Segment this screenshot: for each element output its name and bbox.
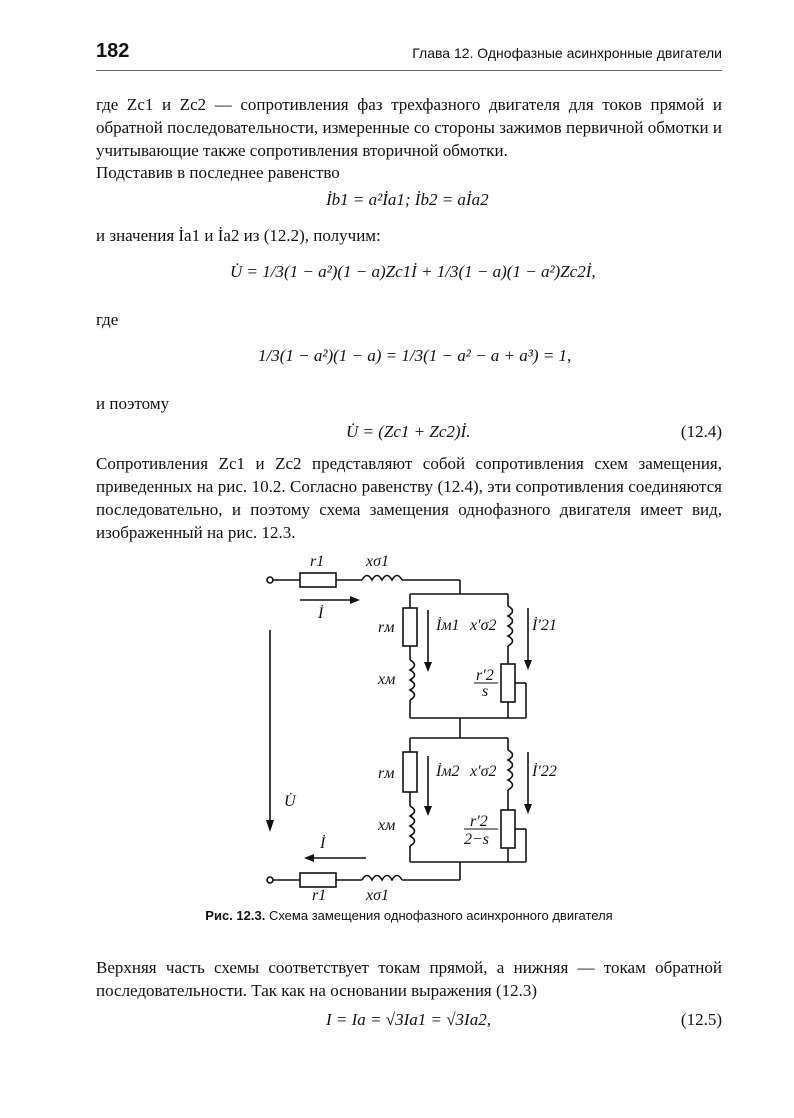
xs1-top-inductor bbox=[362, 576, 402, 581]
label-i22: İ′22 bbox=[532, 763, 557, 780]
top-terminal bbox=[267, 577, 273, 583]
label-i-bottom: İ bbox=[320, 835, 326, 852]
r2-2s-lower-resistor bbox=[501, 810, 515, 848]
equation-4-number: (12.4) bbox=[680, 422, 722, 441]
paragraph-6: Сопротивления Zc1 и Zc2 представляют собой сопротивления схем замещения, приведенных на рис. 10.2. Согласно равенству (12.4), эти сопротивления соединяются последовательно, и поэтому схема замещения однофазного двигателя имеет вид, изображенный на рис. 12.3. bbox=[96, 454, 722, 542]
page-number: 182 bbox=[96, 40, 130, 62]
r2s-upper-resistor bbox=[501, 664, 515, 702]
label-r2-2s-den: 2−s bbox=[464, 831, 490, 848]
bottom-terminal bbox=[267, 877, 273, 883]
label-rm-lower: rм bbox=[378, 765, 395, 782]
paragraph-5: и поэтому bbox=[96, 394, 170, 413]
label-xm-lower: xм bbox=[378, 817, 396, 834]
r1-bottom-resistor bbox=[300, 873, 336, 887]
label-rm-upper: rм bbox=[378, 619, 395, 636]
caption-text: Схема замещения однофазного асинхронного двигателя bbox=[268, 908, 613, 923]
label-i21: İ′21 bbox=[532, 617, 557, 634]
paragraph-3: и значения İa1 и İa2 из (12.2), получим: bbox=[96, 226, 381, 245]
xs2-lower-inductor bbox=[508, 750, 513, 790]
label-xs2-lower: x′σ2 bbox=[470, 763, 497, 780]
label-xs1-bottom: xσ1 bbox=[366, 887, 389, 904]
paragraph-7: Верхняя часть схемы соответствует токам прямой, а нижняя — токам обратной последовательности. Так как на основании выражения (12.3) bbox=[96, 958, 722, 1000]
rm-upper-resistor bbox=[403, 608, 417, 646]
label-r2-2s: r′2 bbox=[470, 813, 488, 830]
label-i-top: İ bbox=[318, 605, 324, 622]
label-r1-top: r1 bbox=[310, 553, 325, 570]
label-voltage: U̇ bbox=[284, 793, 296, 810]
paragraph-2: Подставив в последнее равенство bbox=[96, 163, 340, 182]
label-r1-bottom: r1 bbox=[312, 887, 327, 904]
chapter-title: Глава 12. Однофазные асинхронные двигатели bbox=[412, 45, 722, 61]
equation-3: 1/3(1 − a²)(1 − a) = 1/3(1 − a² − a + a³) = 1, bbox=[258, 346, 572, 365]
label-xs2-upper: x′σ2 bbox=[470, 617, 497, 634]
xs1-bottom-inductor bbox=[362, 876, 402, 881]
equation-2: U̇ = 1/3(1 − a²)(1 − a)Zc1İ + 1/3(1 − a)(1 − a²)Zc2İ, bbox=[230, 262, 596, 281]
rm-lower-resistor bbox=[403, 752, 417, 792]
label-im1: İм1 bbox=[436, 617, 460, 634]
equation-5: I = Ia = √3Ia1 = √3Ia2, bbox=[326, 1010, 491, 1029]
label-im2: İм2 bbox=[436, 763, 460, 780]
label-r2s-den: s bbox=[482, 683, 489, 700]
paragraph-4: где bbox=[96, 310, 119, 329]
xm-lower-inductor bbox=[410, 806, 415, 846]
label-xs1-top: xσ1 bbox=[366, 553, 389, 570]
figure-caption bbox=[96, 908, 722, 923]
equation-4: U̇ = (Zc1 + Zc2)İ. bbox=[346, 422, 471, 441]
xs2-upper-inductor bbox=[508, 606, 513, 646]
equation-1: İb1 = a²İa1; İb2 = aİa2 bbox=[326, 190, 489, 209]
paragraph-1: где Zc1 и Zc2 — сопротивления фаз трехфазного двигателя для токов прямой и обратной последовательности, измеренные со стороны зажимов первичной обмотки и учитывающие также сопротивления вторичной обмотки. bbox=[96, 95, 722, 160]
xm-upper-inductor bbox=[410, 660, 415, 700]
label-r2s: r′2 bbox=[476, 667, 494, 684]
r1-top-resistor bbox=[300, 573, 336, 587]
label-xm-upper: xм bbox=[378, 671, 396, 688]
caption-label: Рис. 12.3. bbox=[205, 908, 266, 923]
equation-5-number: (12.5) bbox=[680, 1010, 722, 1029]
